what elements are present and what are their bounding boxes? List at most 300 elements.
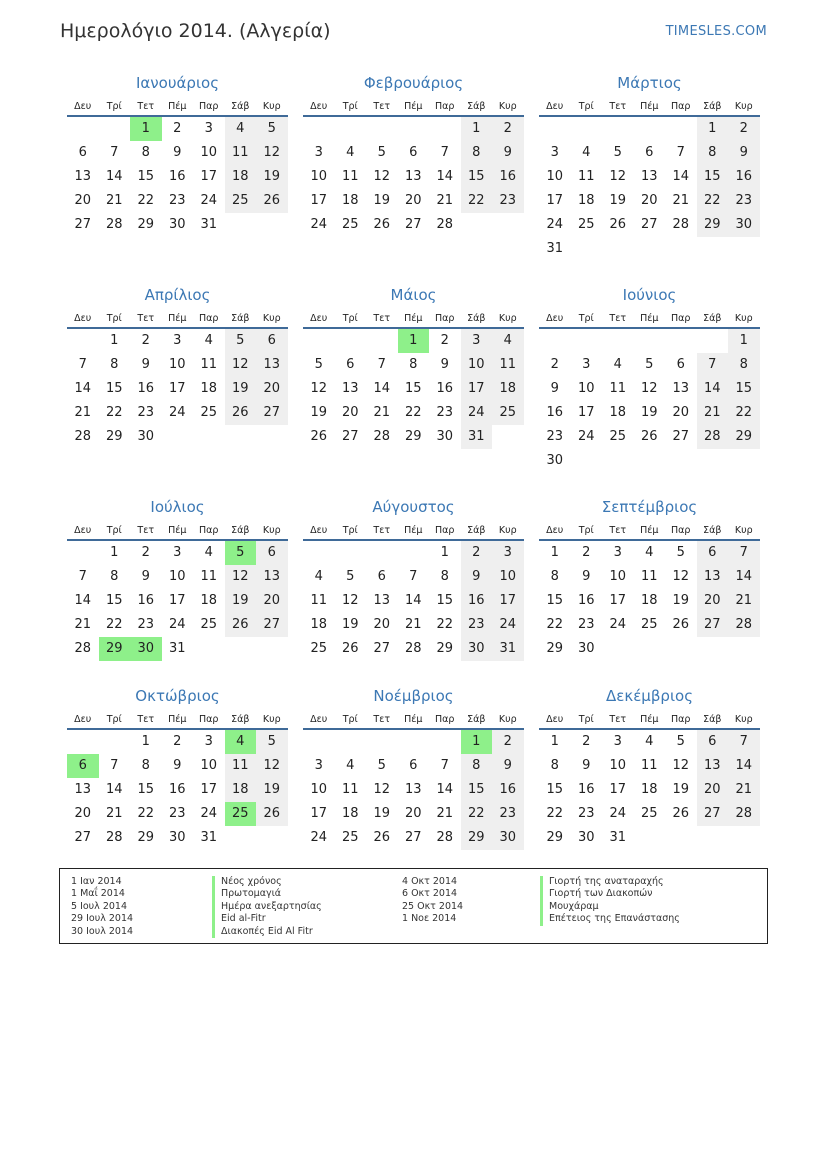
weekday-label: Κυρ [498,714,517,725]
day-cell: 28 [672,217,690,232]
weekday-label: Τρί [106,101,122,112]
day-cell: 24 [168,617,186,632]
weekday-label: Δευ [546,101,564,112]
day-cell: 21 [404,617,422,632]
day-cell: 5 [613,145,622,160]
day-cell: 2 [173,734,182,749]
holiday-day-cell: 1 [130,117,162,141]
weekday-label: Σάβ [703,313,722,324]
day-cell: 23 [492,802,524,826]
day-cell: 22 [105,405,123,420]
day-cell: 21 [74,617,92,632]
empty-cell [303,730,335,754]
day-cell: 8 [409,357,418,372]
day-cell: 2 [582,545,591,560]
day-cell: 14 [436,169,454,184]
day-cell: 15 [697,165,729,189]
weekday-header [303,521,524,541]
empty-cell [602,117,634,141]
day-cell: 12 [225,353,257,377]
day-cell: 18 [200,381,218,396]
day-cell: 19 [373,193,391,208]
day-cell: 9 [492,141,524,165]
month-calendar [67,496,288,661]
weekday-label: Δευ [74,313,92,324]
weekday-label: Τετ [373,714,391,725]
month-name: Αύγουστος [372,498,455,516]
empty-cell [99,117,131,141]
day-cell: 17 [200,169,218,184]
day-cell: 15 [436,593,454,608]
legend-date: 25 Οκτ 2014 [402,900,464,912]
day-cell: 7 [697,353,729,377]
day-cell: 9 [582,758,591,773]
day-cell: 11 [225,754,257,778]
weekday-label: Πέμ [404,101,423,112]
day-cell: 27 [697,613,729,637]
day-cell: 4 [314,569,323,584]
legend-dates-left [71,876,133,938]
day-cell: 22 [105,617,123,632]
weekday-label: Κυρ [734,313,753,324]
weekday-label: Τρί [106,313,122,324]
day-cell: 13 [74,782,92,797]
day-cell: 26 [373,830,391,845]
weekday-header [67,309,288,329]
day-cell: 18 [225,165,257,189]
day-cell: 2 [173,121,182,136]
day-cell: 31 [200,830,218,845]
weekday-label: Τετ [137,101,155,112]
day-cell: 17 [609,782,627,797]
day-cell: 29 [461,826,493,850]
day-cell: 28 [404,641,422,656]
empty-cell [602,329,634,353]
day-cell: 17 [168,381,186,396]
day-cell: 22 [404,405,422,420]
day-cell: 5 [314,357,323,372]
day-cell: 15 [461,165,493,189]
legend-names-right [540,876,680,926]
legend-names-left [212,876,322,938]
weekday-header [539,710,760,730]
day-cell: 20 [74,193,92,208]
empty-cell [571,329,603,353]
day-cell: 30 [461,637,493,661]
day-cell: 11 [341,782,359,797]
day-cell: 8 [461,141,493,165]
day-cell: 14 [105,782,123,797]
weekday-label: Σάβ [467,525,486,536]
weekday-label: Κυρ [498,101,517,112]
day-cell: 12 [256,754,288,778]
day-cell: 14 [728,754,760,778]
day-cell: 15 [137,782,155,797]
day-cell: 3 [173,333,182,348]
day-cell: 6 [409,758,418,773]
day-cell: 9 [173,145,182,160]
legend-date: 30 Ιουλ 2014 [71,925,134,937]
day-cell: 28 [105,217,123,232]
weekday-label: Παρ [435,101,455,112]
empty-cell [303,117,335,141]
legend-date: 1 Ιαν 2014 [71,876,122,887]
day-cell: 14 [404,593,422,608]
month-calendar [539,496,760,661]
day-cell: 19 [373,806,391,821]
weekday-header [303,309,524,329]
day-cell: 25 [341,217,359,232]
legend-holiday-name: Μουχάραμ [540,901,680,913]
day-cell: 24 [200,193,218,208]
day-cell: 29 [137,217,155,232]
weekday-label: Σάβ [703,525,722,536]
month-calendar [303,685,524,850]
day-cell: 11 [310,593,328,608]
day-cell: 23 [436,405,454,420]
weekday-label: Τετ [609,101,627,112]
day-cell: 28 [728,802,760,826]
day-cell: 18 [640,593,658,608]
weekday-label: Κυρ [262,313,281,324]
day-cell: 3 [314,758,323,773]
weekday-label: Παρ [671,714,691,725]
brand-link[interactable]: TIMESLES.COM [665,24,767,39]
legend-date: 1 Νοε 2014 [402,913,457,925]
day-cell: 5 [377,145,386,160]
day-cell: 8 [141,758,150,773]
empty-cell [539,117,571,141]
weekday-label: Πέμ [168,313,187,324]
day-cell: 24 [577,429,595,444]
weekday-label: Σάβ [231,313,250,324]
day-cell: 16 [492,778,524,802]
day-cell: 20 [672,405,690,420]
day-cell: 25 [200,405,218,420]
weekday-label: Δευ [310,525,328,536]
weekday-label: Σάβ [231,525,250,536]
day-cell: 15 [461,778,493,802]
weekday-label: Τρί [342,714,358,725]
weekday-label: Πέμ [640,101,659,112]
day-cell: 28 [436,217,454,232]
weekday-label: Τετ [373,101,391,112]
day-cell: 12 [609,169,627,184]
legend-dates-right [402,876,463,926]
day-cell: 26 [672,806,690,821]
day-cell: 6 [676,357,685,372]
day-cell: 27 [404,830,422,845]
day-cell: 16 [577,593,595,608]
weekday-label: Παρ [199,101,219,112]
empty-cell [335,117,367,141]
day-cell: 14 [672,169,690,184]
day-cell: 16 [577,782,595,797]
day-cell: 12 [373,782,391,797]
day-cell: 13 [640,169,658,184]
day-cell: 22 [436,617,454,632]
day-cell: 21 [105,806,123,821]
day-cell: 23 [168,806,186,821]
legend-date: 5 Ιουλ 2014 [71,900,127,912]
weekday-label: Τρί [578,714,594,725]
day-cell: 17 [492,589,524,613]
weekday-label: Δευ [310,313,328,324]
day-cell: 27 [74,217,92,232]
days-grid [67,117,288,237]
month-name: Οκτώβριος [135,687,220,705]
day-cell: 23 [137,617,155,632]
day-cell: 21 [697,401,729,425]
day-cell: 21 [436,193,454,208]
day-cell: 11 [200,569,218,584]
day-cell: 1 [141,734,150,749]
day-cell: 12 [341,593,359,608]
legend-date: 6 Οκτ 2014 [402,888,458,900]
month-name: Δεκέμβριος [605,687,693,705]
day-cell: 7 [78,569,87,584]
day-cell: 30 [577,830,595,845]
day-cell: 13 [697,754,729,778]
month-name: Ιούλιος [150,498,205,516]
day-cell: 21 [373,405,391,420]
holiday-day-cell: 30 [130,637,162,661]
weekday-label: Δευ [546,313,564,324]
day-cell: 13 [404,782,422,797]
day-cell: 27 [697,802,729,826]
day-cell: 25 [577,217,595,232]
weekday-label: Σάβ [231,714,250,725]
day-cell: 13 [697,565,729,589]
day-cell: 20 [373,617,391,632]
empty-cell [697,329,729,353]
day-cell: 27 [341,429,359,444]
month-calendar [67,284,288,449]
month-calendar [67,685,288,850]
day-cell: 11 [640,569,658,584]
day-cell: 4 [613,357,622,372]
day-cell: 2 [550,357,559,372]
day-cell: 12 [310,381,328,396]
day-cell: 28 [74,429,92,444]
day-cell: 19 [672,782,690,797]
day-cell: 8 [461,754,493,778]
day-cell: 22 [728,401,760,425]
day-cell: 14 [105,169,123,184]
day-cell: 19 [640,405,658,420]
day-cell: 31 [168,641,186,656]
day-cell: 26 [225,613,257,637]
day-cell: 16 [461,589,493,613]
day-cell: 3 [204,734,213,749]
empty-cell [99,730,131,754]
day-cell: 7 [110,145,119,160]
month-name: Νοέμβριος [373,687,454,705]
page-title: Ημερολόγιο 2014. (Αλγερία) [60,20,331,42]
weekday-label: Παρ [671,313,691,324]
month-calendar [303,284,524,449]
day-cell: 19 [609,193,627,208]
day-cell: 10 [200,145,218,160]
day-cell: 30 [436,429,454,444]
day-cell: 19 [341,617,359,632]
day-cell: 4 [225,117,257,141]
empty-cell [366,541,398,565]
day-cell: 16 [168,782,186,797]
month-name: Σεπτέμβριος [601,498,698,516]
day-cell: 10 [461,353,493,377]
day-cell: 21 [436,806,454,821]
day-cell: 23 [137,405,155,420]
day-cell: 10 [577,381,595,396]
weekday-label: Παρ [435,525,455,536]
days-grid [303,117,524,237]
day-cell: 23 [461,613,493,637]
empty-cell [67,329,99,353]
day-cell: 6 [697,730,729,754]
day-cell: 16 [436,381,454,396]
day-cell: 18 [341,193,359,208]
day-cell: 11 [492,353,524,377]
month-name: Ιανουάριος [135,74,219,92]
day-cell: 1 [110,333,119,348]
day-cell: 27 [404,217,422,232]
day-cell: 4 [346,145,355,160]
day-cell: 12 [256,141,288,165]
day-cell: 7 [409,569,418,584]
day-cell: 12 [672,758,690,773]
day-cell: 1 [110,545,119,560]
day-cell: 4 [582,145,591,160]
weekday-label: Κυρ [734,714,753,725]
empty-cell [665,117,697,141]
day-cell: 4 [204,545,213,560]
day-cell: 18 [492,377,524,401]
weekday-label: Παρ [671,101,691,112]
day-cell: 27 [74,830,92,845]
weekday-label: Πέμ [168,101,187,112]
weekday-label: Τρί [578,313,594,324]
empty-cell [634,329,666,353]
month-calendar [539,685,760,850]
weekday-label: Κυρ [734,101,753,112]
day-cell: 4 [204,333,213,348]
day-cell: 27 [672,429,690,444]
day-cell: 1 [728,329,760,353]
day-cell: 9 [582,569,591,584]
day-cell: 25 [310,641,328,656]
day-cell: 8 [110,569,119,584]
day-cell: 10 [609,569,627,584]
day-cell: 11 [341,169,359,184]
day-cell: 2 [461,541,493,565]
day-cell: 10 [310,169,328,184]
legend-date: 1 Μαΐ 2014 [71,888,125,900]
day-cell: 13 [404,169,422,184]
day-cell: 23 [577,617,595,632]
day-cell: 9 [173,758,182,773]
days-grid [539,117,760,261]
weekday-label: Τετ [137,525,155,536]
day-cell: 5 [256,117,288,141]
legend-holiday-name: Ημέρα ανεξαρτησίας [212,901,322,913]
day-cell: 29 [436,641,454,656]
day-cell: 29 [105,429,123,444]
day-cell: 20 [697,778,729,802]
month-name: Μάρτιος [617,74,682,92]
day-cell: 11 [200,357,218,372]
day-cell: 28 [373,429,391,444]
day-cell: 11 [225,141,257,165]
empty-cell [398,730,430,754]
day-cell: 9 [141,357,150,372]
day-cell: 26 [609,217,627,232]
day-cell: 20 [404,806,422,821]
day-cell: 16 [546,405,564,420]
day-cell: 14 [697,377,729,401]
day-cell: 18 [640,782,658,797]
day-cell: 17 [546,193,564,208]
day-cell: 2 [728,117,760,141]
day-cell: 31 [461,425,493,449]
day-cell: 26 [672,617,690,632]
day-cell: 25 [200,617,218,632]
day-cell: 6 [78,145,87,160]
weekday-label: Τετ [609,525,627,536]
day-cell: 5 [256,730,288,754]
day-cell: 24 [200,806,218,821]
month-name: Μάιος [390,286,437,304]
weekday-label: Παρ [199,525,219,536]
day-cell: 24 [168,405,186,420]
day-cell: 22 [546,617,564,632]
month-calendar [303,72,524,237]
day-cell: 19 [225,589,257,613]
day-cell: 3 [492,541,524,565]
day-cell: 14 [74,381,92,396]
day-cell: 7 [728,541,760,565]
day-cell: 19 [225,377,257,401]
day-cell: 20 [256,589,288,613]
day-cell: 3 [173,545,182,560]
legend-holiday-name: Eid al-Fitr [212,913,322,925]
holiday-day-cell: 4 [225,730,257,754]
weekday-label: Σάβ [231,101,250,112]
legend-date: 29 Ιουλ 2014 [71,913,134,925]
day-cell: 25 [640,617,658,632]
day-cell: 13 [74,169,92,184]
day-cell: 6 [697,541,729,565]
empty-cell [67,730,99,754]
days-grid [303,541,524,661]
weekday-label: Δευ [74,525,92,536]
day-cell: 22 [546,806,564,821]
day-cell: 13 [256,565,288,589]
day-cell: 23 [492,189,524,213]
day-cell: 23 [168,193,186,208]
weekday-label: Τετ [373,313,391,324]
day-cell: 13 [341,381,359,396]
weekday-label: Πέμ [404,525,423,536]
weekday-label: Τετ [373,525,391,536]
weekday-label: Δευ [310,714,328,725]
day-cell: 5 [377,758,386,773]
day-cell: 25 [640,806,658,821]
day-cell: 25 [341,830,359,845]
day-cell: 7 [440,758,449,773]
weekday-header [67,710,288,730]
day-cell: 30 [137,429,155,444]
